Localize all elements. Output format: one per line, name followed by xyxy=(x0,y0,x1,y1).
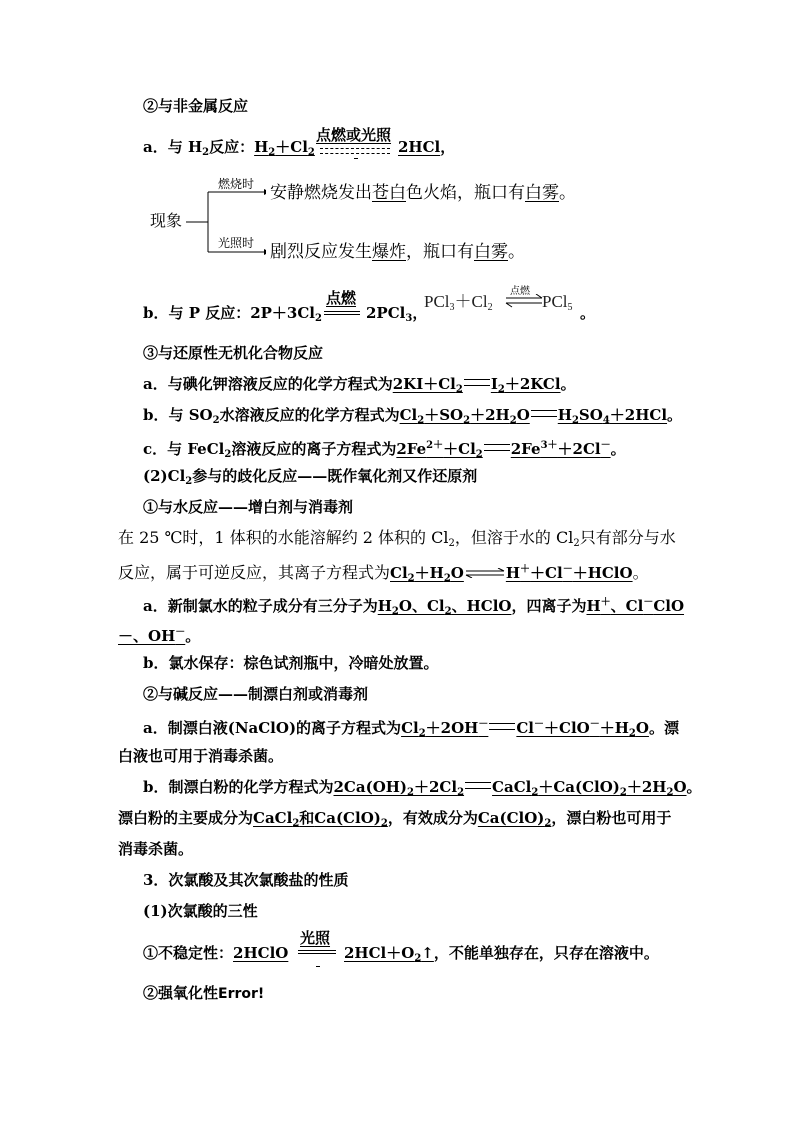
instability-condition: 光照 xyxy=(300,929,331,947)
storage-line: b．氯水保存：棕色试剂瓶中，冷暗处放置。 xyxy=(143,654,439,672)
hclo-three-properties: (1)次氯酸的三性 xyxy=(143,902,258,920)
reversible-arrow-icon xyxy=(465,568,505,578)
reversible-arrow-icon xyxy=(504,294,544,308)
ki-line: a．与碘化钾溶液反应的化学方程式为$2KI+Cl_2$ $I_2+2KCl$。 xyxy=(143,375,576,395)
instability-line: ①不稳定性：2HClO xyxy=(143,944,289,962)
instability-product: $2HCl+O_2↑$，不能单独存在，只存在溶液中。 xyxy=(344,944,659,964)
branch-burning-label: 燃烧时 xyxy=(218,177,255,191)
p-double-line xyxy=(324,311,360,315)
branch-light-label: 光照时 xyxy=(218,236,255,250)
naclo-line1: a．制漂白液(NaClO)的离子方程式为$Cl_2+2OH^-$ $Cl^-+ClO^-+H_2O$。漂 xyxy=(143,719,679,739)
pcl5-condition: 点燃 xyxy=(510,286,530,297)
water-heading: ①与水反应——增白剂与消毒剂 xyxy=(143,498,354,516)
h2-reaction-line: a．与 $H_2$反应：$H_2+Cl_2$ xyxy=(143,138,315,158)
section-hclo-heading: 3．次氯酸及其次氯酸盐的性质 xyxy=(143,871,349,889)
subsection-reducing: ③与还原性无机化合物反应 xyxy=(143,344,324,362)
so2-line: b．与 $SO_2$水溶液反应的化学方程式为$Cl_2+SO_2+2H_2O$ $H_2SO_4+2HCl$。 xyxy=(143,406,683,426)
bleach-line1: b．制漂白粉的化学方程式为$2Ca(OH)_2+2Cl_2$ $CaCl_2+Ca(ClO)_2+2H_2O$。 xyxy=(143,778,702,798)
chlorine-water-line2: －、OH－。 xyxy=(118,627,201,645)
p-product: 2PCl$_3$， xyxy=(366,304,428,324)
base-heading: ②与碱反应——制漂白剂或消毒剂 xyxy=(143,685,369,703)
naclo-line2: 白液也可用于消毒杀菌。 xyxy=(118,747,284,765)
oxidizing-line: ②强氧化性Error! xyxy=(143,984,265,1002)
branch-light-text: 剧烈反应发生爆炸，瓶口有白雾。 xyxy=(270,242,525,262)
h2-stray-mark xyxy=(354,158,358,159)
bleach-line3: 消毒杀菌。 xyxy=(118,840,194,858)
h2-product: 2HCl， xyxy=(398,138,456,156)
fecl2-line: c．与 FeCl$_2$溶液反应的离子方程式为$2Fe^{2+}+Cl_2$ $2Fe^{3+}+2Cl^-$。 xyxy=(143,440,626,460)
h2-condition: 点燃或光照 xyxy=(316,126,392,144)
pcl5-product: PCl$_5$ xyxy=(542,292,573,313)
pcl5-equation: $PCl_3+Cl_2$ xyxy=(424,292,493,313)
subsection-nonmetal: ②与非金属反应 xyxy=(143,97,249,115)
instability-stray-mark xyxy=(316,966,320,967)
h2-equals-bottom xyxy=(320,153,390,154)
instability-double-line xyxy=(298,950,336,954)
branch-burning-text: 安静燃烧发出苍白色火焰，瓶口有白雾。 xyxy=(270,183,576,203)
p-line-end: 。 xyxy=(580,304,596,322)
water-paragraph-line2: 反应，属于可逆反应，其离子方程式为$Cl_2+H_2O$ H＋＋Cl－＋HClO。 xyxy=(118,563,649,584)
bleach-line2: 漂白粉的主要成分为CaCl$_2$和$Ca(ClO)_2$，有效成分为$Ca(ClO)_2$，漂白粉也可用于 xyxy=(118,809,672,829)
h2-equals-top xyxy=(320,148,390,149)
phenomenon-label: 现象 xyxy=(150,211,183,230)
disproportionation-heading: $(2)Cl_2$参与的歧化反应——既作氧化剂又作还原剂 xyxy=(143,467,478,487)
p-reaction-line: b．与 P 反应：$2P+3Cl_2$ xyxy=(143,304,322,324)
p-condition: 点燃 xyxy=(326,289,357,307)
water-paragraph-line1: 在 25 ℃时，1 体积的水能溶解约 2 体积的 $Cl_2$，但溶于水的 $Cl_2$只有部分与水 xyxy=(118,528,676,549)
chlorine-water-line1: a．新制氯水的粒子成分有三分子为$H_2O$、$Cl_2$、HClO，四离子为H＋、Cl－ClO xyxy=(143,597,685,617)
